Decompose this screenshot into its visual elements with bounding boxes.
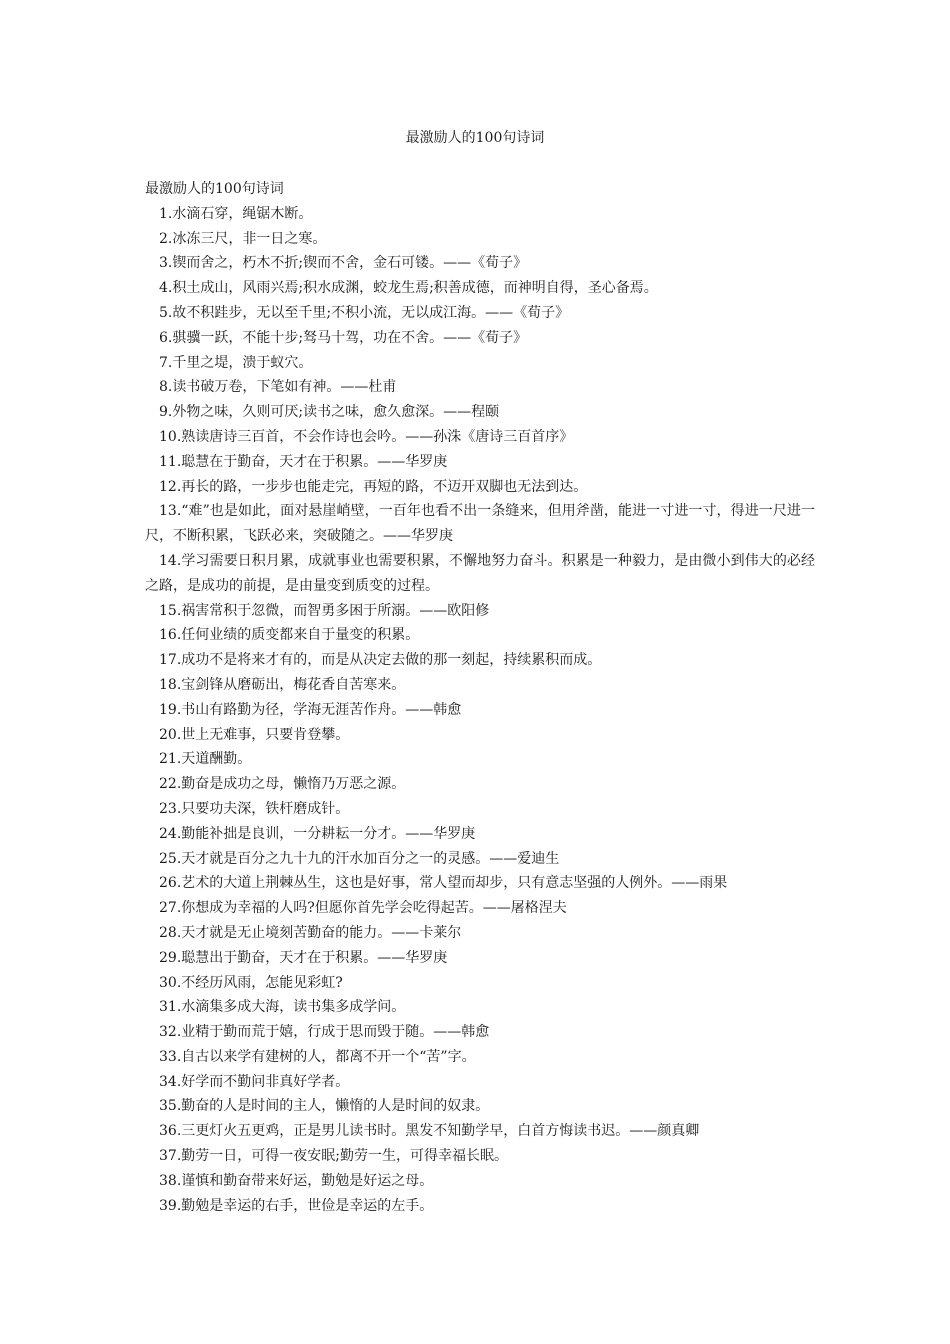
- quote-item: 16.任何业绩的质变都来自于量变的积累。: [159, 627, 420, 644]
- document-body: [145, 177, 815, 1218]
- quote-item: 20.世上无难事，只要肯登攀。: [159, 726, 350, 743]
- quote-item: 11.聪慧在于勤奋，天才在于积累。——华罗庚: [159, 453, 448, 470]
- quote-item: 31.水滴集多成大海，读书集多成学问。: [159, 999, 406, 1016]
- quote-item: 27.你想成为幸福的人吗?但愿你首先学会吃得起苦。——屠格涅夫: [159, 900, 567, 917]
- document-title: 最激励人的100句诗词: [405, 130, 545, 146]
- quote-item: 36.三更灯火五更鸡，正是男儿读书时。黑发不知勤学早，白首方悔读书迟。——颜真卿: [159, 1123, 700, 1140]
- quote-item: 18.宝剑锋从磨砺出，梅花香自苦寒来。: [159, 676, 406, 693]
- section-heading: 最激励人的100句诗词: [145, 181, 284, 197]
- quote-item: 4.积土成山，风雨兴焉;积水成渊，蛟龙生焉;积善成德，而神明自得，圣心备焉。: [159, 280, 658, 297]
- quote-item: 13.“难”也是如此，面对悬崖峭壁，一百年也看不出一条缝来，但用斧凿，能进一寸进一寸，得进一尺进一尺，不断积累，飞跃必来，突破随之。——华罗庚: [145, 503, 815, 545]
- quote-item: 9.外物之味，久则可厌;读书之味，愈久愈深。——程颐: [159, 404, 500, 421]
- quote-item: 6.骐骥一跃，不能十步;驽马十驾，功在不舍。——《荀子》: [159, 329, 528, 346]
- quote-item: 37.勤劳一日，可得一夜安眠;勤劳一生，可得幸福长眠。: [159, 1148, 508, 1165]
- quote-item: 39.勤勉是幸运的右手，世俭是幸运的左手。: [159, 1197, 434, 1214]
- quote-item: 19.书山有路勤为径，学海无涯苦作舟。——韩愈: [159, 701, 462, 718]
- quote-item: 35.勤奋的人是时间的主人，懒惰的人是时间的奴隶。: [159, 1098, 490, 1115]
- quote-item: 8.读书破万卷，下笔如有神。——杜甫: [159, 379, 397, 396]
- quote-item: 26.艺术的大道上荆棘丛生，这也是好事，常人望而却步，只有意志坚强的人例外。——雨果: [159, 875, 728, 892]
- quote-item: 21.天道酬勤。: [159, 751, 252, 768]
- quote-item: 38.谨慎和勤奋带来好运，勤勉是好运之母。: [159, 1172, 434, 1189]
- quote-item: 1.水滴石穿，绳锯木断。: [159, 205, 313, 222]
- quote-item: 30.不经历风雨，怎能见彩虹?: [159, 974, 343, 991]
- quote-item: 32.业精于勤而荒于嬉，行成于思而毁于随。——韩愈: [159, 1024, 490, 1041]
- quote-item: 22.勤奋是成功之母，懒惰乃万恶之源。: [159, 776, 406, 793]
- quote-item: 33.自古以来学有建树的人，都离不开一个“苦”字。: [159, 1048, 476, 1065]
- quote-item: 2.冰冻三尺，非一日之寒。: [159, 230, 327, 247]
- quote-item: 34.好学而不勤问非真好学者。: [159, 1073, 350, 1090]
- quote-item: 3.锲而舍之，朽木不折;锲而不舍，金石可镂。——《荀子》: [159, 255, 528, 272]
- quote-item: 28.天才就是无止境刻苦勤奋的能力。——卡莱尔: [159, 924, 462, 941]
- quote-item: 12.再长的路，一步步也能走完，再短的路，不迈开双脚也无法到达。: [159, 478, 588, 495]
- quote-item: 25.天才就是百分之九十九的汗水加百分之一的灵感。——爱迪生: [159, 850, 560, 867]
- quote-item: 29.聪慧出于勤奋，天才在于积累。——华罗庚: [159, 949, 448, 966]
- quote-list: [145, 202, 815, 1219]
- quote-item: 14.学习需要日积月累，成就事业也需要积累，不懈地努力奋斗。积累是一种毅力，是由微小到伟大的必经之路，是成功的前提，是由量变到质变的过程。: [145, 552, 815, 594]
- quote-item: 15.祸害常积于忽微，而智勇多困于所溺。——欧阳修: [159, 602, 490, 619]
- quote-item: 24.勤能补拙是良训，一分耕耘一分才。——华罗庚: [159, 825, 476, 842]
- quote-item: 10.熟读唐诗三百首，不会作诗也会吟。——孙洙《唐诗三百首序》: [159, 428, 574, 445]
- quote-item: 17.成功不是将来才有的，而是从决定去做的那一刻起，持续累积而成。: [159, 652, 602, 669]
- quote-item: 7.千里之堤，溃于蚁穴。: [159, 354, 313, 371]
- quote-item: 23.只要功夫深，铁杆磨成针。: [159, 800, 350, 817]
- quote-item: 5.故不积跬步，无以至千里;不积小流，无以成江海。——《荀子》: [159, 304, 570, 321]
